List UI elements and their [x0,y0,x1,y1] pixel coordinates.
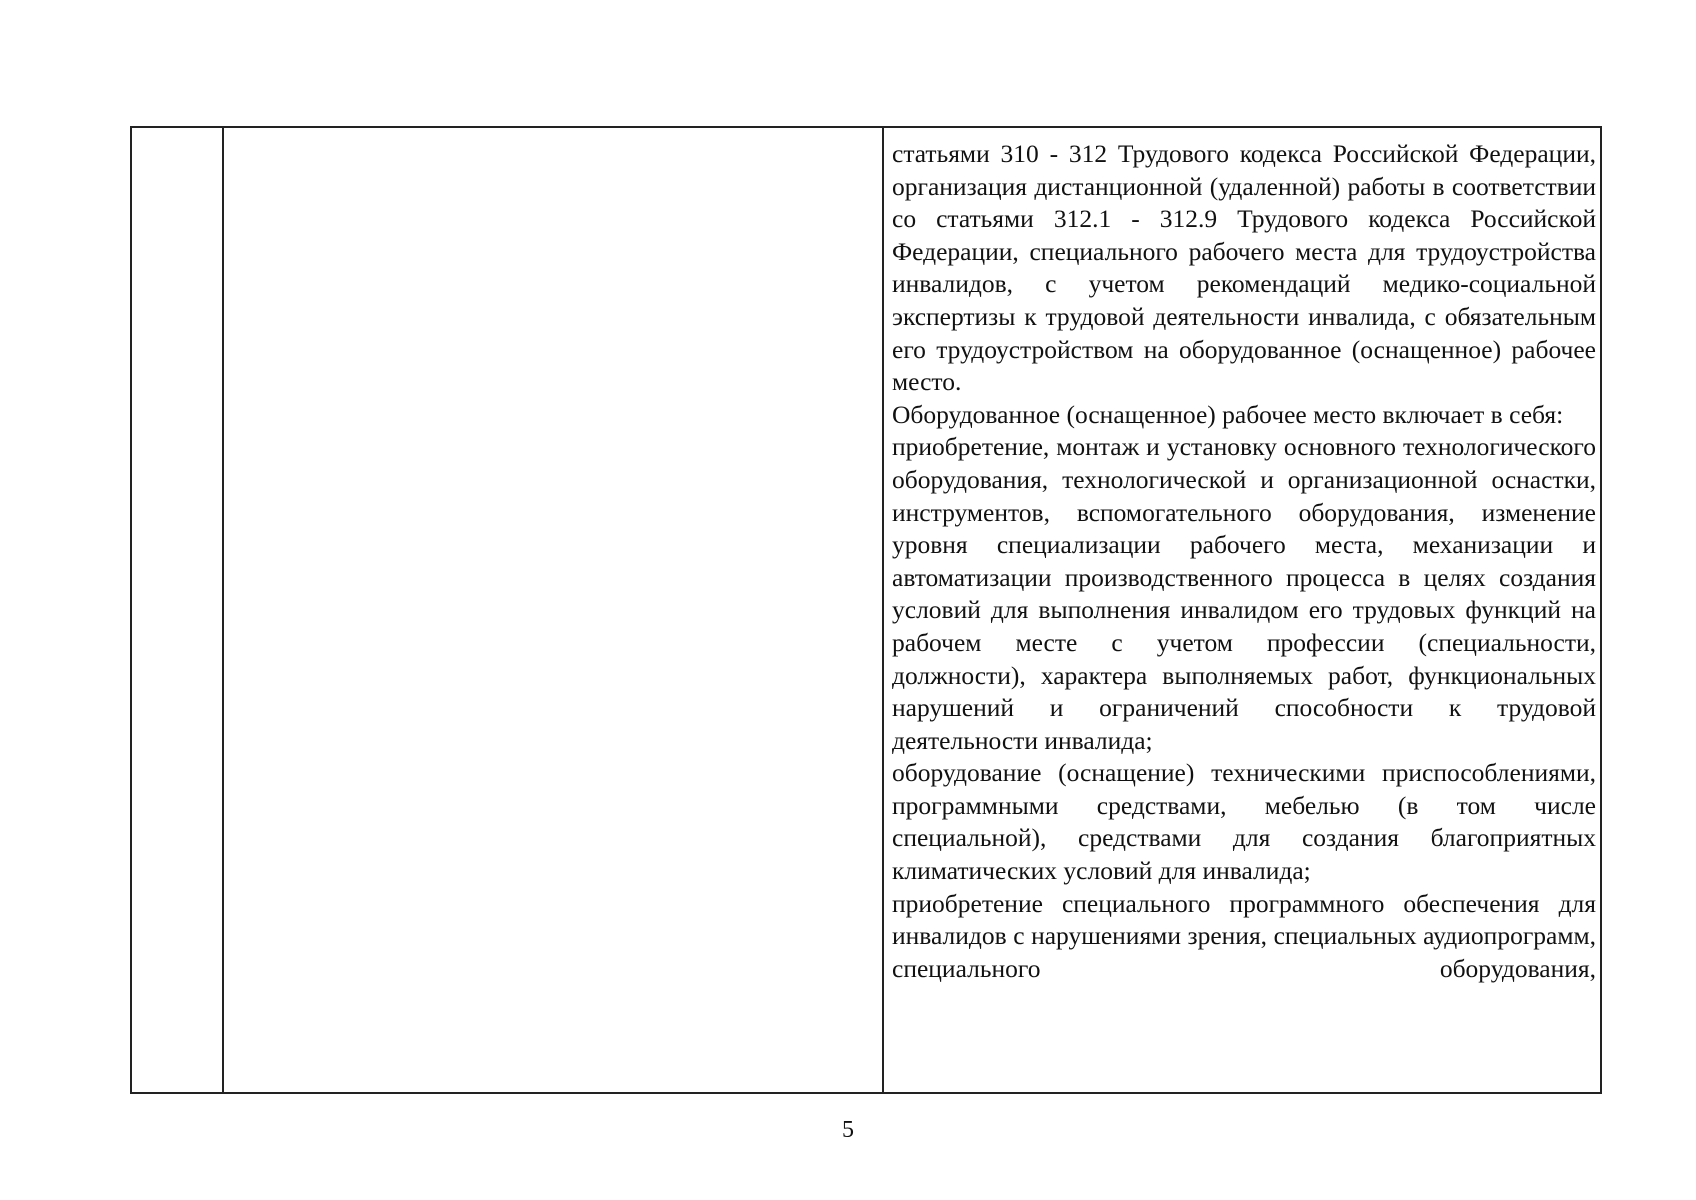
table-column-measure [224,128,884,1092]
table-column-description [884,128,1600,1092]
table-column-number [132,128,224,1092]
document-table [130,126,1602,1094]
paragraph-technical-devices: оборудование (оснащение) техническими приспособлениями, программными средствами, мебелью (в том числе специальной), средствами для создания благоприятных климатических условий для инвалида; [892,758,1596,886]
paragraph-equipped-workplace-intro: Оборудованное (оснащенное) рабочее место включает в себя: [892,399,1564,429]
paragraph-special-software: приобретение специального программного обеспечения для инвалидов с нарушениями зрения, специальных аудиопрограмм, специального оборудования, [892,888,1596,983]
page-number: 5 [842,1117,854,1143]
paragraph-workplace-organization: статьями 310 - 312 Трудового кодекса Российской Федерации, организация дистанционной (удаленной) работы в соответствии со статьями 312.1 - 312.9 Трудового кодекса Российской Федерации, специального рабочего места для трудоустройства инвалидов, с учетом рекомендаций медико-социальной экспертизы к трудовой деятельности инвалида, с обязательным его трудоустройством на оборудованное (оснащенное) рабочее место. [892,139,1596,397]
paragraph-equipment-acquisition: приобретение, монтаж и установку основного технологического оборудования, технологической и организационной оснастки, инструментов, вспомогательного оборудования, изменение уровня специализации рабочего места, механизации и автоматизации производственного процесса в целях создания условий для выполнения инвалидом его трудовых функций на рабочем месте с учетом профессии (специальности, должности), характера выполняемых работ, функциональных нарушений и ограничений способности к трудовой деятельности инвалида; [892,432,1596,755]
